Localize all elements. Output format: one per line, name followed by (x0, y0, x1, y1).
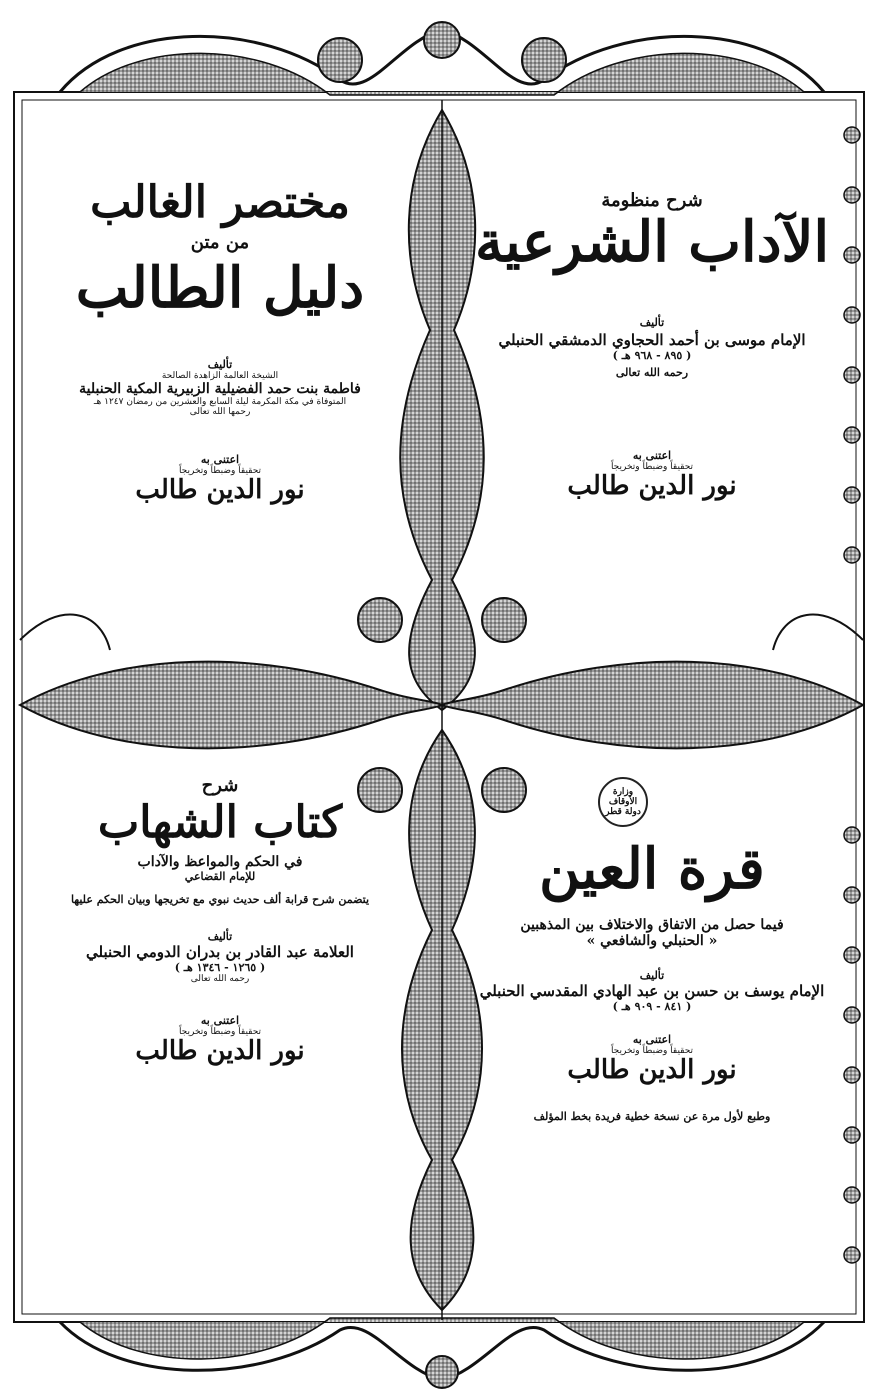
author-dates: ( ١٢٦٥ - ١٣٤٦ هـ ) (174, 961, 266, 975)
footnote: وطبع لأول مرة عن نسخة خطية فريدة بخط المؤلف (533, 1110, 771, 1124)
side-flower-ornaments (844, 127, 860, 1263)
prayer-text: رحمه الله تعالى (615, 365, 689, 379)
book-panel-shihab (40, 775, 400, 1066)
editor-name: نور الدين طالب (567, 470, 737, 501)
edited-label: اعتنى به (632, 1032, 672, 1046)
author-dates: ( ٨٤١ - ٩٠٩ هـ ) (612, 999, 692, 1013)
edited-label: اعتنى به (632, 448, 672, 462)
prayer-text: رحمها الله تعالى (189, 406, 251, 417)
edited-sub: تحقيقاً وضبطاً وتخريجاً (178, 465, 262, 476)
author-name: الإمام موسى بن أحمد الحجاوي الدمشقي الحنبلي (498, 330, 806, 349)
publisher-seal (598, 777, 648, 827)
prayer-text: رحمه الله تعالى (190, 974, 250, 985)
edited-sub: تحقيقاً وضبطاً وتخريجاً (610, 1045, 694, 1056)
editor-name: نور الدين طالب (567, 1054, 737, 1085)
by-label: تأليف (207, 930, 233, 944)
book-title: قرة العين (539, 836, 765, 902)
pre-title: شرح منظومة (601, 190, 703, 211)
by-label: تأليف (639, 968, 665, 982)
edited-label: اعتنى به (200, 1014, 240, 1028)
editor-name: نور الدين طالب (135, 474, 305, 505)
by-label: تأليف (207, 357, 233, 371)
edited-label: اعتنى به (200, 452, 240, 466)
contents-note: يتضمن شرح قرابة ألف حديث نبوي مع تخريجها وبيان الحكم عليها (70, 893, 370, 907)
author-prefix: الشيخة العالمة الزاهدة الصالحة (161, 370, 279, 381)
author-name: فاطمة بنت حمد الفضيلية الزبيرية المكية الحنبلية (79, 380, 361, 397)
top-scroll-ornament (60, 22, 824, 95)
author-name: العلامة عبد القادر بن بدران الدومي الحنبلي (86, 943, 354, 962)
author-dates: ( ٨٩٥ - ٩٦٨ هـ ) (612, 348, 692, 362)
seal-text: وزارة الأوقاف دولة قطر (605, 787, 641, 817)
subtitle-line-2: « الحنبلي والشافعي » (586, 932, 718, 949)
book-title: الآداب الشرعية (474, 209, 830, 275)
subtitle-line-1: فيما حصل من الاتفاق والاختلاف بين المذهبين (520, 916, 784, 933)
author-note: المتوفاة في مكة المكرمة ليلة السابع والعشرين من رمضان ١٢٤٧ هـ (93, 396, 347, 407)
edited-sub: تحقيقاً وضبطاً وتخريجاً (610, 461, 694, 472)
book-title-part-1: مختصر الغالب (90, 177, 350, 228)
book-title-part-2: دليل الطالب (75, 255, 365, 322)
by-label: تأليف (639, 315, 665, 329)
book-panel-dalil (40, 177, 400, 505)
editor-name: نور الدين طالب (135, 1036, 305, 1067)
book-panel-qurrat (462, 836, 842, 1124)
book-title: كتاب الشهاب (97, 797, 343, 848)
subtitle: في الحكم والمواعظ والآداب (137, 854, 303, 871)
pre-title: شرح (201, 775, 239, 796)
author-name: الإمام يوسف بن حسن بن عبد الهادي المقدسي الحنبلي (479, 981, 825, 1000)
title-connector: من متن (190, 232, 250, 254)
imam-line: للإمام القضاعي (184, 870, 256, 884)
edited-sub: تحقيقاً وضبطاً وتخريجاً (178, 1027, 262, 1038)
bottom-scroll-ornament (60, 1318, 824, 1388)
book-panel-adab (462, 190, 842, 500)
